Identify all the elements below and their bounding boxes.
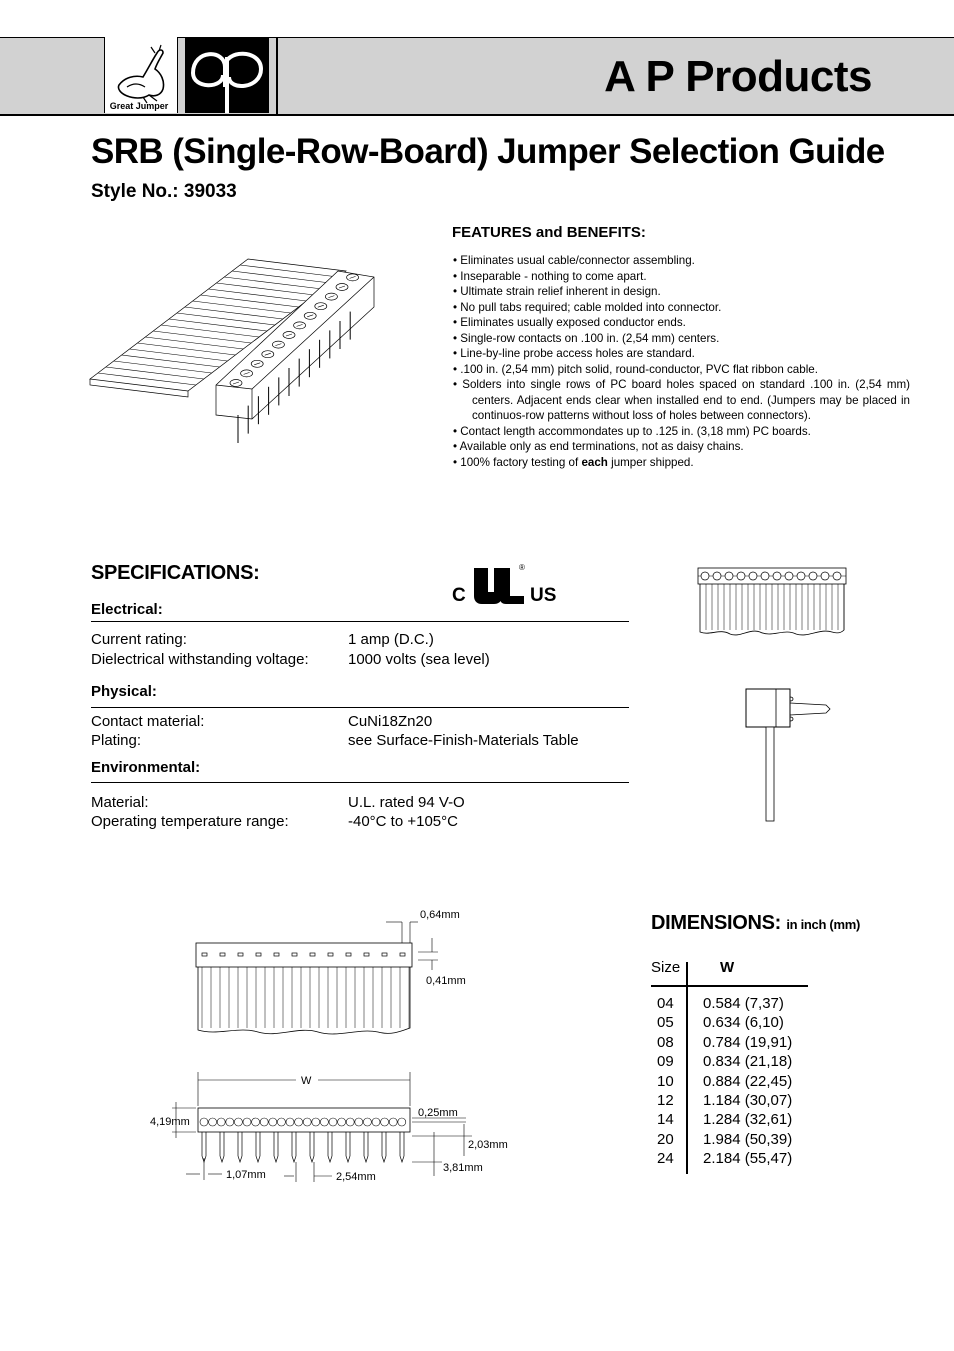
contact-hole (372, 1118, 380, 1126)
contact-hole (389, 1118, 397, 1126)
contact-hole (234, 1118, 242, 1126)
registered-mark: ® (519, 563, 525, 572)
contact-hole (226, 1118, 234, 1126)
dim-w-cell: 1.984 (50,39) (703, 1130, 793, 1148)
col-header-size: Size (651, 959, 681, 976)
divider (91, 621, 629, 622)
contact-hole (329, 1118, 337, 1126)
contact-hole (238, 953, 243, 956)
dim-w-cell: 2.184 (55,47) (703, 1150, 793, 1168)
contact-hole (320, 1118, 328, 1126)
dim-size-cell: 20 (657, 1130, 674, 1148)
environmental-heading: Environmental: (91, 759, 201, 776)
contact-hole (785, 572, 793, 580)
spec-value: U.L. rated 94 V-O (348, 794, 465, 811)
contact-hole (295, 1118, 303, 1126)
contact-hole (310, 953, 315, 956)
dim-size-cell: 24 (657, 1150, 674, 1168)
side-view-drawing (742, 685, 834, 825)
feature-item: • Inseparable - nothing to come apart. (453, 269, 647, 283)
contact-hole (338, 1118, 346, 1126)
contact-hole (364, 953, 369, 956)
dim-w-cell: 0.784 (19,91) (703, 1033, 793, 1051)
contact-hole (243, 1118, 251, 1126)
contact-pin (292, 1132, 296, 1162)
dim-label-025: 0,25mm (418, 1107, 458, 1119)
contact-pin (220, 1132, 224, 1162)
table-header-rule (651, 985, 808, 987)
contact-hole (292, 953, 297, 956)
contact-hole (363, 1118, 371, 1126)
page-title: SRB (Single-Row-Board) Jumper Selection Guide (91, 132, 885, 171)
contact-pin (274, 1132, 278, 1162)
dim-w-cell: 1.284 (32,61) (703, 1111, 793, 1129)
dim-w-cell: 0.584 (7,37) (703, 995, 784, 1012)
spec-value: 1 amp (D.C.) (348, 631, 434, 648)
spec-label: Material: (91, 794, 149, 811)
contact-pin (310, 1132, 314, 1162)
contact-hole (303, 1118, 311, 1126)
dim-label-419: 4,19mm (150, 1116, 190, 1128)
contact-hole (773, 572, 781, 580)
feature-item: • Line-by-line probe access holes are standard. (453, 347, 695, 360)
contact-pin (346, 1132, 350, 1162)
feature-item: • Solders into single rows of PC board holes spaced on standard .100 in. (2,54 mm) centers. Adjacent ends clear when installed end to end. (Jumpers may be placed in continuos-row patterns without loss of holes between connectors). (453, 378, 911, 422)
dim-label-203: 2,03mm (468, 1139, 508, 1151)
spec-label: Dielectrical withstanding voltage: (91, 651, 309, 668)
logo-caption: Great Jumper (109, 101, 169, 111)
contact-hole (355, 1118, 363, 1126)
contact-pin (202, 1132, 206, 1162)
ul-us-text: US (530, 585, 557, 606)
contact-pin (238, 1132, 242, 1162)
header-separator (276, 37, 278, 114)
ul-logo-icon (470, 566, 526, 606)
contact-hole (256, 953, 261, 956)
spec-value: 1000 volts (sea level) (348, 651, 490, 668)
contact-hole (274, 953, 279, 956)
dim-label-107: 1,07mm (226, 1169, 266, 1181)
divider (91, 707, 629, 708)
dim-size-cell: 14 (657, 1111, 674, 1129)
dim-size-cell: 05 (657, 1014, 674, 1032)
dim-size-cell: 12 (657, 1092, 674, 1109)
brand-title: A P Products (604, 52, 872, 101)
contact-hole (398, 1118, 406, 1126)
feature-item: • Ultimate strain relief inherent in design. (453, 285, 661, 298)
spec-value: see Surface-Finish-Materials Table (348, 732, 579, 749)
contact-hole (797, 572, 805, 580)
spec-value: -40°C to +105°C (348, 813, 458, 830)
contact-hole (713, 572, 721, 580)
contact-hole (381, 1118, 389, 1126)
feature-item: • .100 in. (2,54 mm) pitch solid, round-conductor, PVC flat ribbon cable. (453, 362, 818, 376)
physical-heading: Physical: (91, 683, 157, 700)
dimensions-title: DIMENSIONS: in inch (mm) (651, 912, 860, 934)
spec-value: CuNi18Zn20 (348, 713, 433, 730)
electrical-heading: Electrical: (91, 601, 163, 618)
dimension-drawing (146, 900, 526, 1190)
feature-item: • Contact length accommondates up to .125 in. (3,18 mm) PC boards. (453, 424, 811, 438)
contact-hole (269, 1118, 277, 1126)
contact-hole (749, 572, 757, 580)
contact-hole (200, 1118, 208, 1126)
contact-hole (346, 953, 351, 956)
dim-label-381: 3,81mm (443, 1162, 483, 1174)
dim-w-cell: 0.884 (22,45) (703, 1072, 793, 1090)
contact-hole (220, 953, 225, 956)
contact-hole (217, 1118, 225, 1126)
dim-label-041: 0,41mm (426, 975, 466, 987)
ap-logo-icon (185, 37, 269, 113)
dim-size-cell: 09 (657, 1053, 674, 1071)
contact-hole (202, 953, 207, 956)
spec-label: Current rating: (91, 631, 187, 648)
specifications-title: SPECIFICATIONS: (91, 562, 260, 584)
features-list (452, 253, 910, 470)
contact-hole (312, 1118, 320, 1126)
dim-size-cell: 04 (657, 995, 674, 1012)
contact-hole (209, 1118, 217, 1126)
contact-hole (382, 953, 387, 956)
contact-hole (346, 1118, 354, 1126)
contact-hole (821, 572, 829, 580)
contact-hole (833, 572, 841, 580)
contact-hole (286, 1118, 294, 1126)
contact-hole (737, 572, 745, 580)
spec-label: Operating temperature range: (91, 813, 289, 830)
contact-hole (809, 572, 817, 580)
dim-label-064: 0,64mm (420, 909, 460, 921)
contact-hole (725, 572, 733, 580)
divider (91, 782, 629, 783)
spec-label: Contact material: (91, 713, 205, 730)
contact-pin (364, 1132, 368, 1162)
col-header-w: W (720, 959, 735, 976)
contact-hole (400, 953, 405, 956)
feature-item: • 100% factory testing of each jumper shipped. (453, 455, 694, 469)
contact-hole (761, 572, 769, 580)
dim-label-w: W (301, 1075, 312, 1087)
dim-w-cell: 1.184 (30,07) (703, 1092, 793, 1109)
dim-size-cell: 10 (657, 1072, 674, 1090)
contact-pin (256, 1132, 260, 1162)
features-title: FEATURES and BENEFITS: (452, 224, 646, 241)
contact-hole (328, 953, 333, 956)
spec-label: Plating: (91, 732, 142, 749)
style-number: Style No.: 39033 (91, 181, 237, 202)
contact-pin (328, 1132, 332, 1162)
dim-label-254: 2,54mm (336, 1171, 376, 1183)
dim-w-cell: 0.634 (6,10) (703, 1014, 784, 1032)
contact-hole (252, 1118, 260, 1126)
feature-item: • Eliminates usually exposed conductor ends. (453, 316, 686, 329)
cul-us-mark (452, 563, 557, 608)
contact-hole (701, 572, 709, 580)
table-column-rule (686, 962, 688, 1174)
feature-item: • No pull tabs required; cable molded into connector. (453, 300, 722, 314)
ul-c-text: C (452, 585, 466, 606)
dim-size-cell: 08 (657, 1033, 674, 1051)
ap-logo (185, 37, 269, 113)
feature-item: • Eliminates usual cable/connector assembling. (453, 254, 695, 267)
feature-item: • Single-row contacts on .100 in. (2,54 mm) centers. (453, 331, 720, 345)
contact-pin (400, 1132, 404, 1162)
jumper-isometric-drawing (88, 255, 388, 455)
dim-w-cell: 0.834 (21,18) (703, 1053, 793, 1071)
contact-hole (277, 1118, 285, 1126)
front-view-drawing (696, 566, 850, 642)
contact-pin (382, 1132, 386, 1162)
feature-item: • Available only as end terminations, not as daisy chains. (453, 440, 744, 453)
contact-hole (260, 1118, 268, 1126)
